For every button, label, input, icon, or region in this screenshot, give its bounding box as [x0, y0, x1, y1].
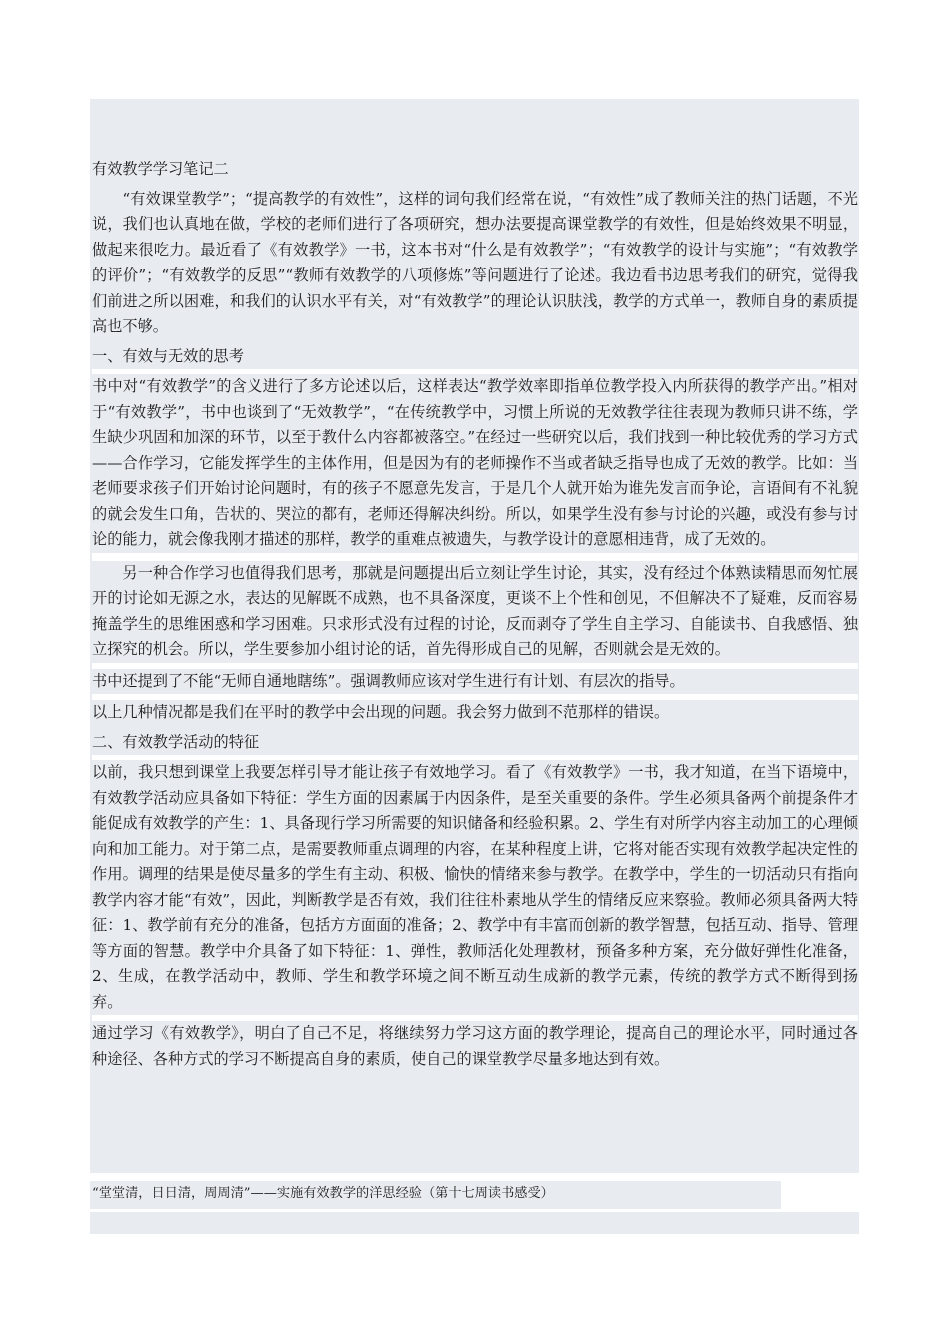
section2-paragraph-1: 以前，我只想到课堂上我要怎样引导才能让孩子有效地学习。看了《有效教学》一书，我才知道，在当下语境中，有效教学活动应具备如下特征：学生方面的因素属于内因条件，是至关重要的条件。学生必须具备两个前提条件才能促成有效教学的产生：1、具备现行学习所需要的知识储备和经验积累。2、学生有对所学内容主动加工的心理倾向和加工能力。对于第二点，是需要教师重点调理的内容，在某种程度上讲，它将对能否实现有效教学起决定性的作用。调理的结果是使尽量多的学生有主动、积极、愉快的情绪来参与教学。在教学中，学生的一切活动只有指向教学内容才能“有效”，因此，判断教学是否有效，我们往往朴素地从学生的情绪反应来察验。教师必须具备两大特征：1、教学前有充分的准备，包括方方面面的准备；2、教学中有丰富而创新的教学智慧，包括互动、指导、管理等方面的智慧。教学中介具备了如下特征：1、弹性，教师活化处理教材，预备多种方案，充分做好弹性化准备，2、生成，在教学活动中，教师、学生和教学环境之间不断互动生成新的教学元素，传统的教学方式不断得到扬弃。 — [92, 763, 858, 1011]
section1-paragraph-3: 书中还提到了不能“无师自通地瞎练”。强调教师应该对学生进行有计划、有层次的指导。 — [92, 671, 685, 690]
document-title: 有效教学学习笔记二 — [92, 160, 229, 178]
section1-paragraph-2: 另一种合作学习也值得我们思考，那就是问题提出后立刻让学生讨论，其实，没有经过个体熟读精思而匆忙展开的讨论如无源之水，表达的见解既不成熟，也不具备深度，更谈不上个性和创见，不但解决不了疑难，反而容易掩盖学生的思维困惑和学习困难。只求形式没有过程的讨论，反而剥夺了学生自主学习、自能读书、自我感悟、独立探究的机会。所以，学生要参加小组讨论的话，首先得形成自己的见解，否则就会是无效的。 — [92, 563, 858, 658]
article-body — [92, 157, 858, 1072]
intro-paragraph: “有效课堂教学”；“提高教学的有效性”，这样的词句我们经常在说，“有效性”成了教师关注的热门话题，不光说，我们也认真地在做，学校的老师们进行了各项研究，想办法要提高课堂教学的有效性，但是始终效果不明显，做起来很吃力。最近看了《有效教学》一书，这本书对“什么是有效教学”；“有效教学的设计与实施”；“有效教学的评价”；“有效教学的反思”“教师有效教学的八项修炼”等问题进行了论述。我边看书边思考我们的研究，觉得我们前进之所以困难，和我们的认识水平有关，对“有效教学”的理论认识肤浅，教学的方式单一，教师自身的素质提高也不够。 — [92, 189, 858, 335]
section1-heading: 一、有效与无效的思考 — [92, 346, 244, 365]
section1-paragraph-1: 书中对“有效教学”的含义进行了多方论述以后，这样表达“教学效率即指单位教学投入内所获得的教学产出。”相对于“有效教学”，书中也谈到了“无效教学”，“在传统教学中，习惯上所说的无效教学往往表现为教师只讲不练，学生缺少巩固和加深的环节，以至于教什么内容都被落空。”在经过一些研究以后，我们找到一种比较优秀的学习方式——合作学习，它能发挥学生的主体作用，但是因为有的老师操作不当或者缺乏指导也成了无效的教学。比如：当老师要求孩子们开始讨论问题时，有的孩子不愿意先发言，于是几个人就开始为谁先发言而争论，言语间有不礼貌的就会发生口角，告状的、哭泣的都有，老师还得解决纠纷。所以，如果学生没有参与讨论的兴趣，或没有参与讨论的能力，就会像我刚才描述的那样，教学的重难点被遗失，与教学设计的意愿相违背，成了无效的。 — [92, 377, 858, 548]
conclusion-paragraph: 通过学习《有效教学》，明白了自己不足，将继续努力学习这方面的教学理论，提高自己的理论水平，同时通过各种途径、各种方式的学习不断提高自身的素质，使自己的课堂教学尽量多地达到有效。 — [92, 1024, 858, 1068]
bottom-strip — [90, 1212, 859, 1234]
next-article-title: “堂堂清，日日清，周周清”——实施有效教学的洋思经验（第十七周读书感受） — [92, 1186, 554, 1201]
section1-paragraph-4: 以上几种情况都是我们在平时的教学中会出现的问题。我会努力做到不范那样的错误。 — [92, 703, 670, 721]
section2-heading: 二、有效教学活动的特征 — [92, 732, 260, 751]
divider — [92, 553, 858, 561]
